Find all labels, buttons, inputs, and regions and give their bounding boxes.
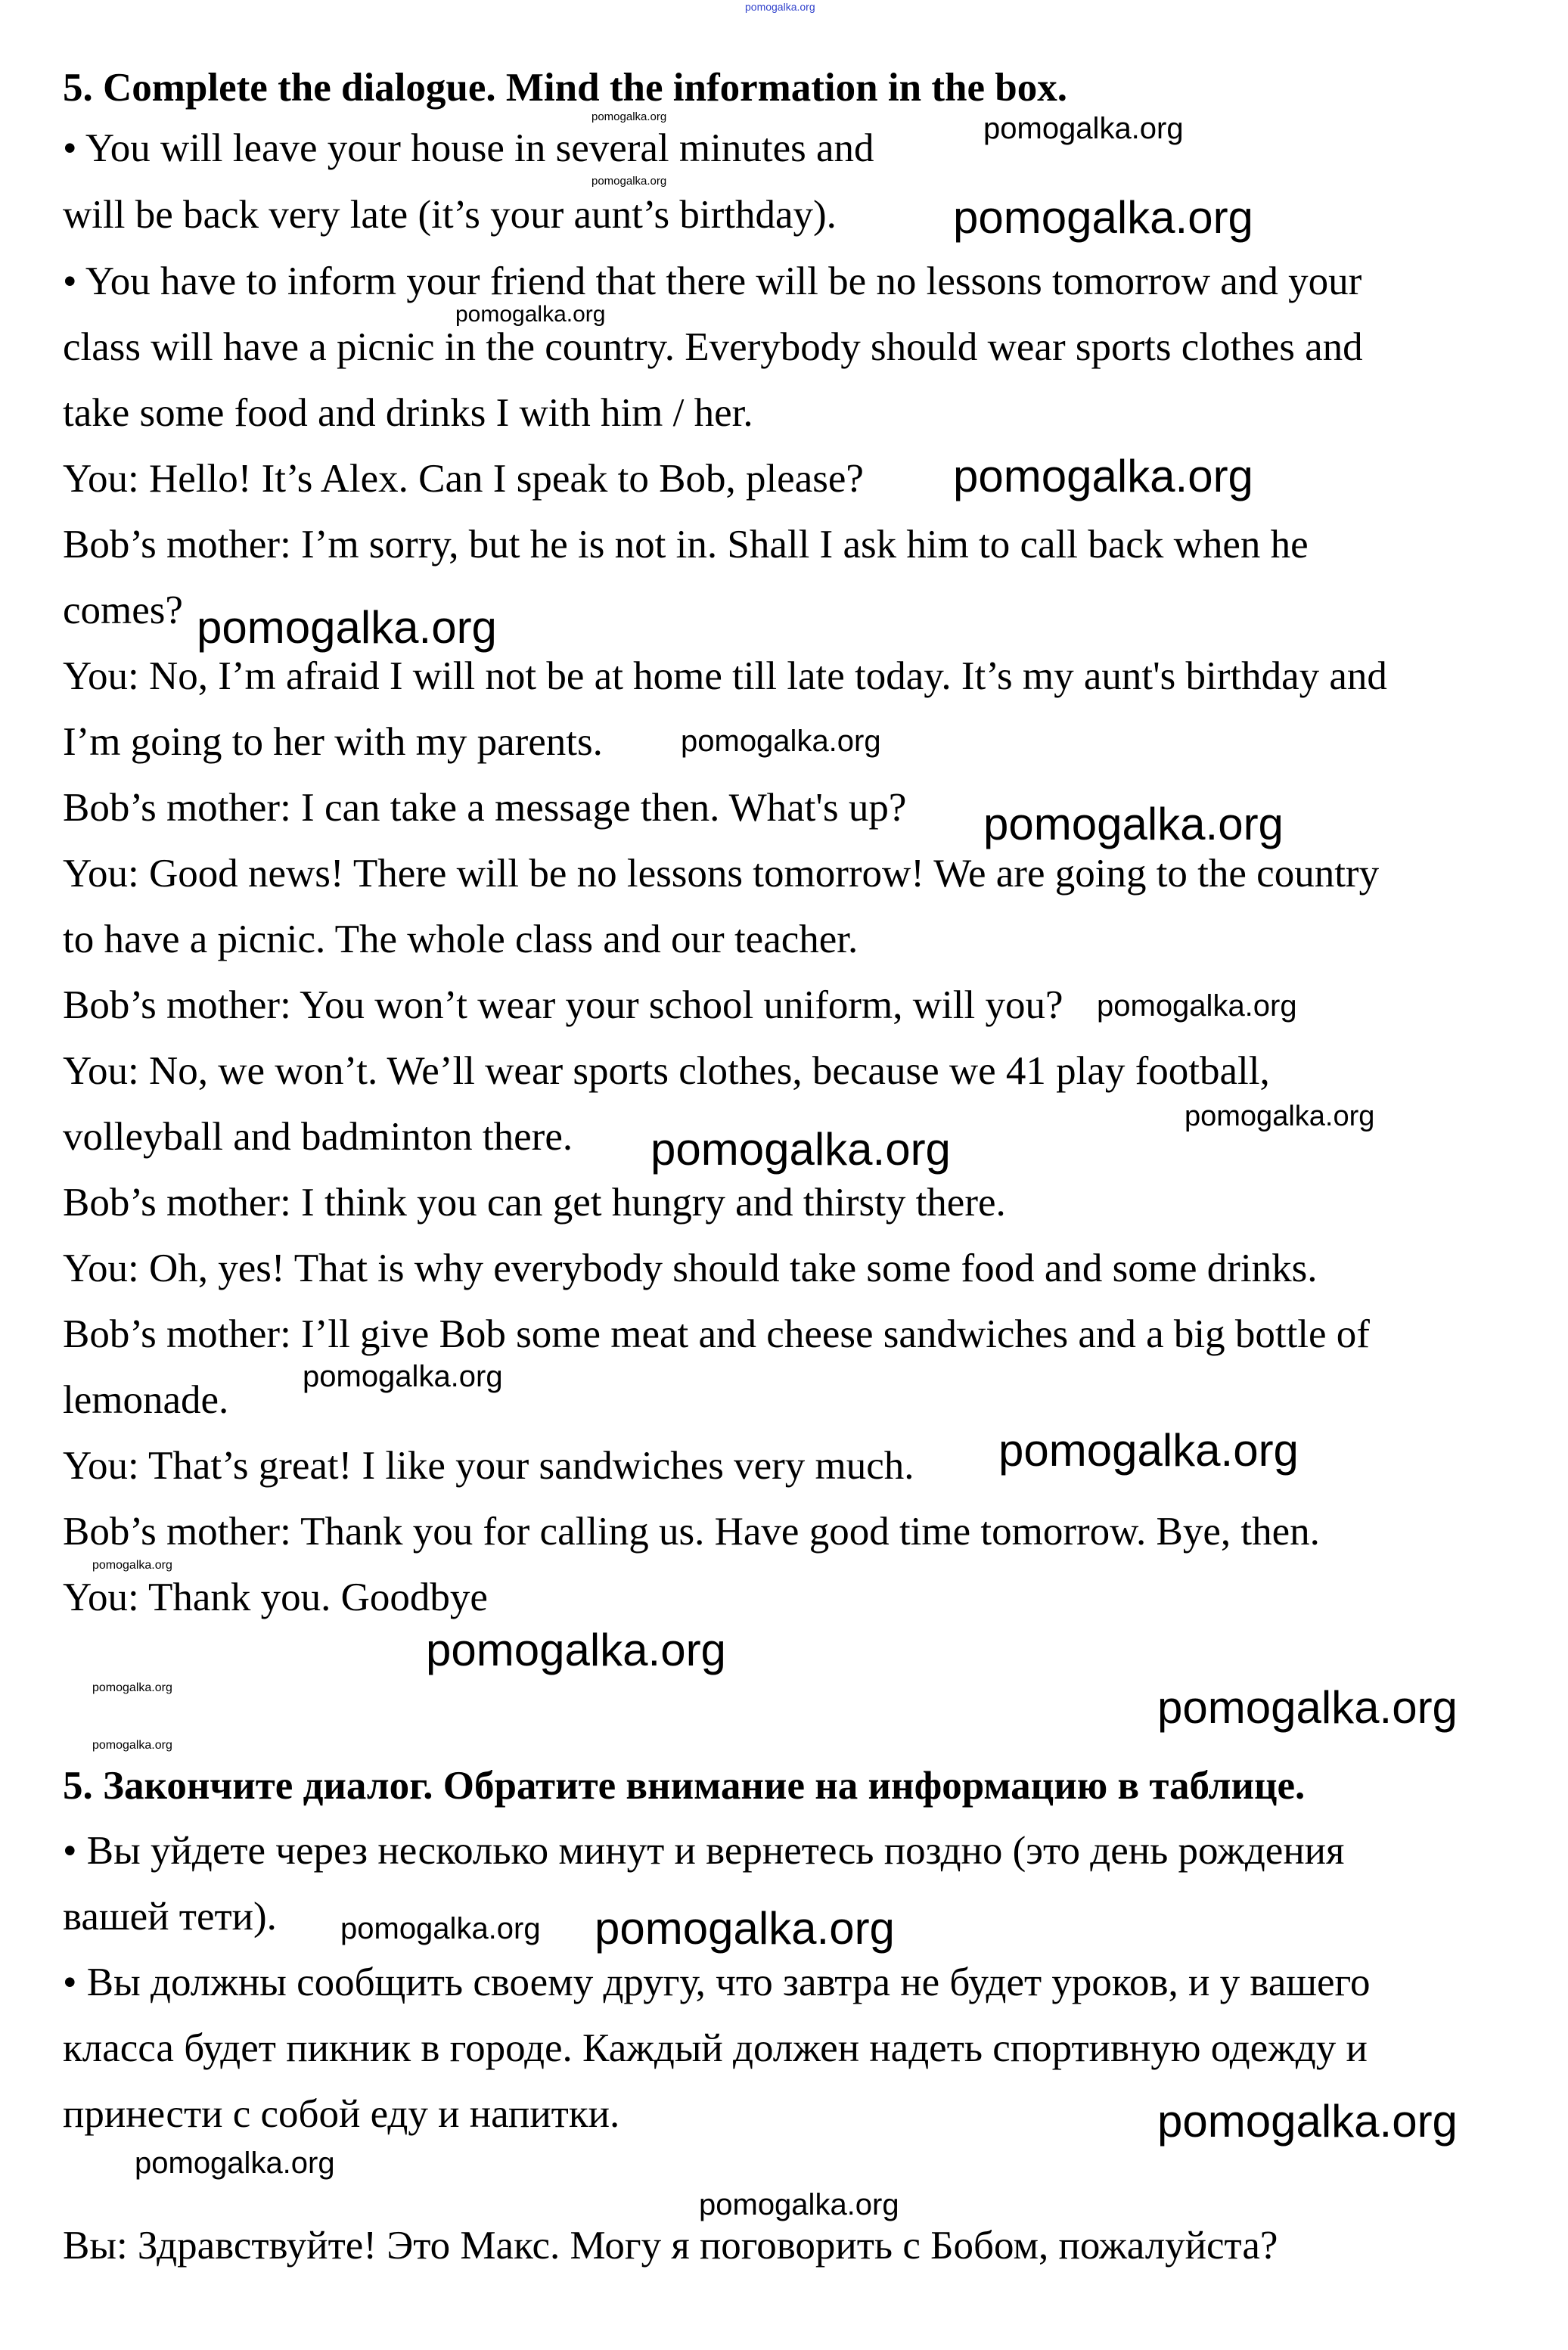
text-line: Вы: Здравствуйте! Это Макс. Могу я поговорить с Бобом, пожалуйста?: [63, 2224, 1278, 2268]
text-line: You: Oh, yes! That is why everybody should take some food and some drinks.: [63, 1246, 1318, 1290]
watermark: pomogalka.org: [135, 2147, 335, 2180]
text-line: class will have a picnic in the country. Everybody should wear sports clothes and: [63, 325, 1363, 369]
text-line: • Вы уйдете через несколько минут и вернетесь поздно (это день рождения: [63, 1829, 1345, 1873]
watermark: pomogalka.org: [591, 175, 667, 188]
watermark: pomogalka.org: [340, 1912, 541, 1945]
text-line: comes?: [63, 588, 183, 632]
text-line: Bob’s mother: I’ll give Bob some meat and cheese sandwiches and a big bottle of: [63, 1312, 1370, 1356]
text-line: You: Hello! It’s Alex. Can I speak to Bob, please?: [63, 457, 864, 501]
text-line: will be back very late (it’s your aunt’s birthday).: [63, 193, 837, 237]
text-line: You: No, I’m afraid I will not be at home till late today. It’s my aunt's birthday and: [63, 654, 1387, 698]
text-line: take some food and drinks I with him / her.: [63, 391, 753, 435]
text-line: Bob’s mother: You won’t wear your school uniform, will you?: [63, 983, 1063, 1027]
text-line: You: Thank you. Goodbye: [63, 1575, 488, 1619]
text-line: You: No, we won’t. We’ll wear sports clothes, because we 41 play football,: [63, 1049, 1270, 1093]
text-line: You: That’s great! I like your sandwiches very much.: [63, 1444, 914, 1488]
watermark: pomogalka.org: [650, 1124, 951, 1175]
watermark: pomogalka.org: [953, 451, 1253, 501]
text-line: Bob’s mother: I’m sorry, but he is not in. Shall I ask him to call back when he: [63, 523, 1309, 567]
watermark: pomogalka.org: [591, 110, 667, 123]
watermark: pomogalka.org: [197, 602, 497, 653]
section-heading: 5. Закончите диалог. Обратите внимание на информацию в таблице.: [63, 1764, 1306, 1808]
watermark: pomogalka.org: [983, 112, 1184, 145]
text-line: volleyball and badminton there.: [63, 1115, 573, 1159]
text-line: lemonade.: [63, 1378, 229, 1422]
watermark: pomogalka.org: [92, 1559, 172, 1572]
watermark: pomogalka.org: [998, 1425, 1299, 1476]
text-line: • You will leave your house in several minutes and: [63, 126, 874, 170]
text-line: I’m going to her with my parents.: [63, 720, 603, 764]
watermark: pomogalka.org: [426, 1625, 726, 1675]
text-line: Bob’s mother: I think you can get hungry and thirsty there.: [63, 1181, 1006, 1225]
watermark: pomogalka.org: [699, 2188, 899, 2221]
watermark: pomogalka.org: [455, 302, 606, 327]
watermark: pomogalka.org: [681, 725, 881, 758]
watermark: pomogalka.org: [1157, 2096, 1458, 2147]
watermark: pomogalka.org: [745, 1, 815, 13]
text-line: вашей тети).: [63, 1895, 277, 1939]
watermark: pomogalka.org: [92, 1739, 172, 1752]
text-line: класса будет пикник в городе. Каждый должен надеть спортивную одежду и: [63, 2026, 1368, 2070]
watermark: pomogalka.org: [1097, 989, 1297, 1023]
watermark: pomogalka.org: [1185, 1100, 1375, 1132]
text-line: to have a picnic. The whole class and our teacher.: [63, 917, 859, 961]
text-line: принести с собой еду и напитки.: [63, 2092, 620, 2136]
watermark: pomogalka.org: [953, 192, 1253, 243]
watermark: pomogalka.org: [595, 1903, 895, 1954]
watermark: pomogalka.org: [92, 1681, 172, 1694]
watermark: pomogalka.org: [983, 799, 1284, 849]
watermark: pomogalka.org: [303, 1360, 503, 1393]
text-line: You: Good news! There will be no lessons tomorrow! We are going to the country: [63, 852, 1380, 896]
text-line: • You have to inform your friend that there will be no lessons tomorrow and your: [63, 259, 1362, 303]
text-line: • Вы должны сообщить своему другу, что завтра не будет уроков, и у вашего: [63, 1960, 1371, 2004]
text-line: Bob’s mother: I can take a message then. What's up?: [63, 786, 907, 830]
section-heading: 5. Complete the dialogue. Mind the information in the box.: [63, 66, 1067, 110]
text-line: Bob’s mother: Thank you for calling us. Have good time tomorrow. Bye, then.: [63, 1510, 1320, 1554]
watermark: pomogalka.org: [1157, 1682, 1458, 1733]
